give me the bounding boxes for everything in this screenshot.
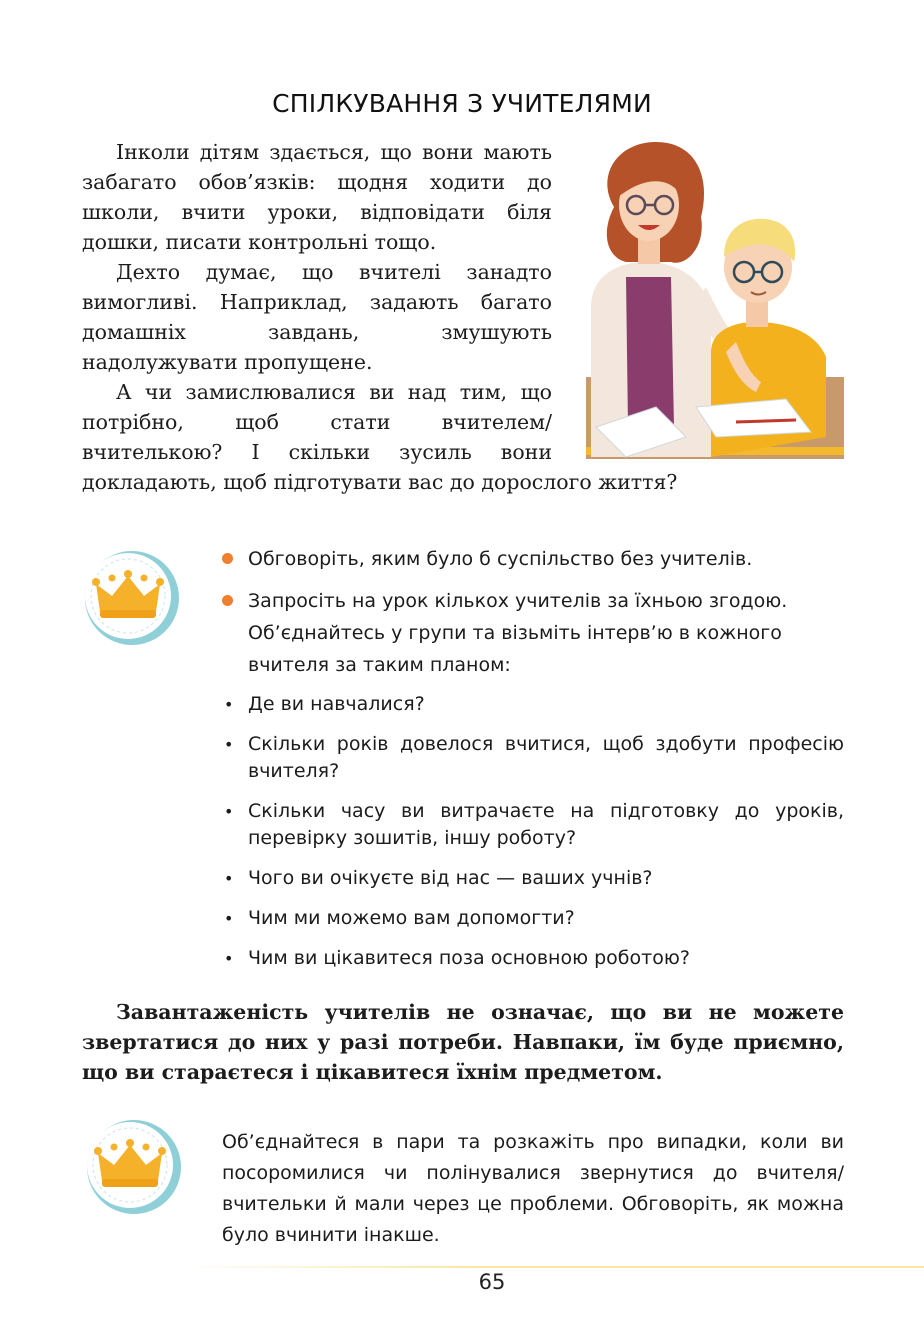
question-text: Чим ми можемо вам допомогти? [248,907,575,929]
pair-task-text: Об’єднайтеся в пари та розкажіть про випадки, коли ви посоромилися чи полінувалися звернутися до вчителя/вчительки й мали через це проблеми. Обговоріть, як можна було вчинити інакше. [222,1131,844,1246]
conclusion-paragraph: Завантаженість учителів не означає, що ви не можете звертатися до них у разі потреби. Навпаки, їм буде приємно, що ви стараєтеся і цікавитеся їхнім предметом. [82,1000,844,1084]
teacher-with-student-illustration [586,137,844,459]
bullet-icon: • [224,735,234,754]
page-title: СПІЛКУВАННЯ З УЧИТЕЛЯМИ [272,88,652,118]
interview-questions [220,691,844,972]
list-item [220,731,844,785]
intro-paragraph-3: А чи замислювалися ви над тим, що потрібно, щоб стати вчителем/вчителькою? І скільки зусиль вони докладають, щоб підготувати вас до дорослого життя? [82,380,678,494]
teacher-illustration [574,137,844,459]
intro-text [82,137,844,497]
bullet-icon: • [224,695,234,714]
bullet-icon: • [224,802,234,821]
orange-bullet-icon [222,553,233,564]
page-number: 65 [478,1270,506,1294]
task-item [220,585,844,681]
task-item [220,543,844,575]
question-text: Чого ви очікуєте від нас — ваших учнів? [248,867,653,889]
question-text: Скільки часу ви витрачаєте на підготовку до уроків, перевірку зошитів, іншу роботу? [248,800,844,849]
crown-icon [82,548,182,648]
footer-divider [180,1266,924,1268]
intro-paragraph-1: Інколи дітям здається, що вони мають забагато обов’язків: щодня ходити до школи, вчити уроки, відповідати біля дошки, писати контрольні тощо. [82,140,552,254]
list-item [220,945,844,972]
question-text: Де ви навчалися? [248,693,425,715]
list-item [220,798,844,852]
task-list [220,543,844,985]
crown-icon [84,1117,184,1217]
orange-bullet-icon [222,595,233,606]
list-item [220,691,844,718]
list-item [220,865,844,892]
bullet-icon: • [224,869,234,888]
list-item [220,905,844,932]
question-text: Чим ви цікавитеся поза основною роботою? [248,947,690,969]
task-text: Обговоріть, яким було б суспільство без учителів. [248,548,753,570]
intro-paragraph-2: Дехто думає, що вчителі занадто вимогливі. Наприклад, задають багато домашніх завдань, змушують надолужувати пропущене. [82,260,552,374]
question-text: Скільки років довелося вчитися, щоб здобути професію вчителя? [248,733,844,782]
bullet-icon: • [224,949,234,968]
task-text: Запросіть на урок кількох учителів за їхньою згодою. Об’єднайтесь у групи та візьміть інтерв’ю в кожного вчителя за таким планом: [248,590,788,676]
bullet-icon: • [224,909,234,928]
